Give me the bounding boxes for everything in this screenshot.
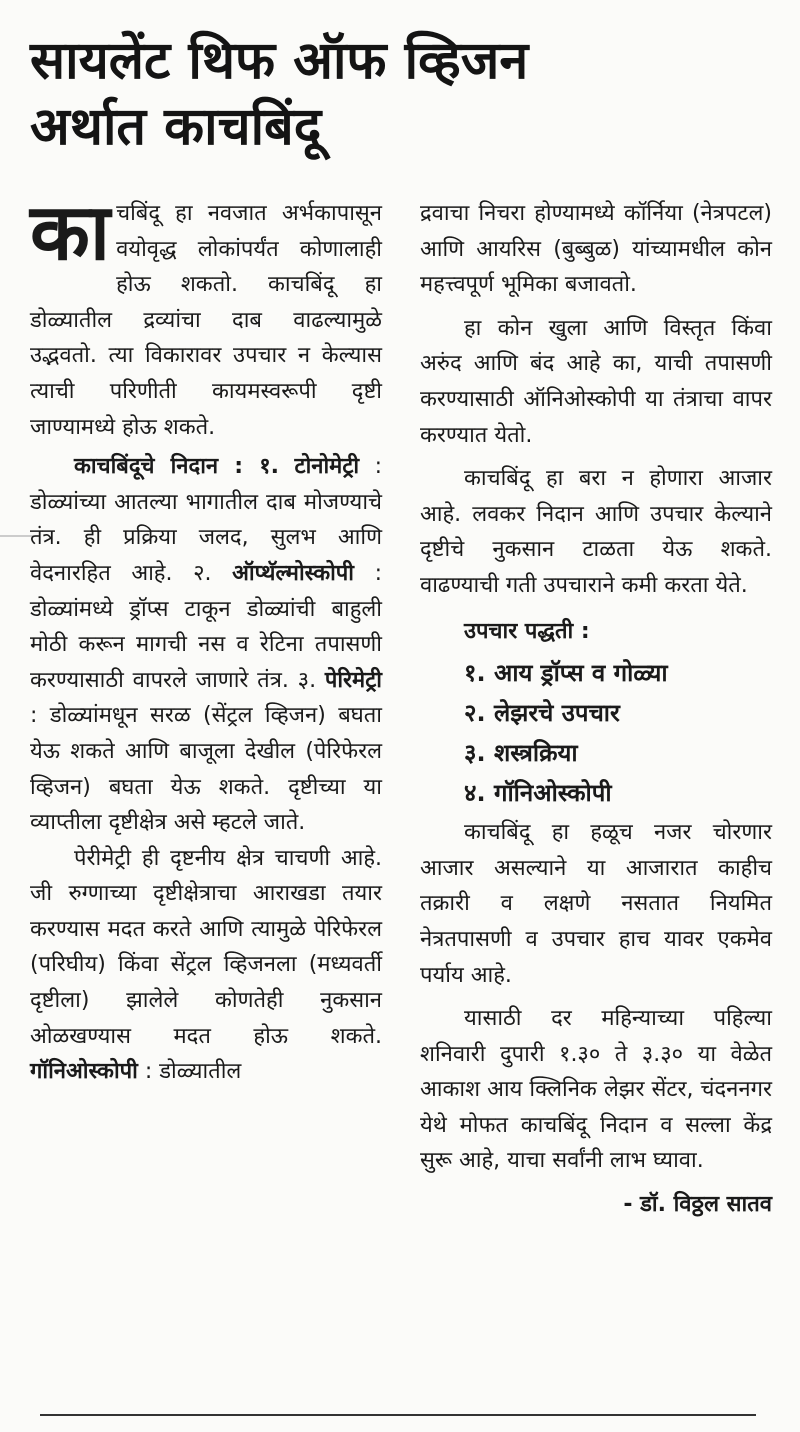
right-column	[420, 196, 772, 1223]
treatment-title: उपचार पद्धती :	[464, 618, 590, 644]
clinic-paragraph: यासाठी दर महिन्याच्या पहिल्या शनिवारी दुपारी १.३० ते ३.३० या वेळेत आकाश आय क्लिनिक लेझर सेंटर, चंदननगर येथे मोफत काचबिंदू निदान व सल्ला केंद्र सुरू आहे, याचा सर्वांनी लाभ घ्यावा.	[420, 1006, 772, 1174]
text-perimetry: : डोळ्यांमधून सरळ (सेंट्रल व्हिजन) बघता येऊ शकते आणि बाजूला देखील (पेरिफेरल व्हिजन) बघता येऊ शकते. दृष्टीच्या या व्याप्तीला दृष्टीक्षेत्र असे म्हटले जाते.	[30, 703, 382, 836]
treatment-item: ३. शस्त्रक्रिया	[464, 739, 578, 768]
perimetry-paragraph	[30, 841, 382, 1090]
symptoms-paragraph: काचबिंदू हा हळूच नजर चोरणार आजार असल्याने या आजारात काहीच तक्रारी व लक्षणे नसतात नियमित नेत्रतपासणी व उपचार हाच यावर एकमेव पर्याय आहे.	[420, 820, 772, 988]
headline-line-1: सायलेंट थिफ ऑफ व्हिजन	[30, 31, 529, 91]
intro-text: चबिंदू हा नवजात अर्भकापासून वयोवृद्ध लोकांपर्यंत कोणालाही होऊ शकतो. काचबिंदू हा डोळ्यातील द्रव्यांचा दाब वाढल्यामुळे उद्भवतो. त्या विकारावर उपचार न केल्यास त्याची परिणीती कायमस्वरूपी दृष्टी जाण्यामध्ये होऊ शकते.	[30, 201, 382, 440]
drop-cap: का	[30, 188, 111, 278]
text-tonometry: : डोळ्यांच्या आतल्या भागातील दाब मोजण्याचे तंत्र. ही प्रक्रिया जलद, सुलभ आणि वेदनारहित आहे. २.	[30, 454, 383, 586]
text-ophthalmoscopy: : डोळ्यांमध्ये ड्रॉप्स टाकून डोळ्यांची बाहुली मोठी करून मागची नस व रेटिना तपासणी करण्यासाठी वापरले जाणारे तंत्र. ३.	[30, 560, 382, 693]
author-byline: - डॉ. विठ्ठल सातव	[623, 1192, 772, 1218]
prognosis-paragraph: काचबिंदू हा बरा न होणारा आजार आहे. लवकर निदान आणि उपचार केल्याने दृष्टीचे नुकसान टाळता येऊ शकते. वाढण्याची गती उपचाराने कमी करता येते.	[420, 466, 772, 598]
bottom-divider	[40, 1414, 756, 1416]
intro-paragraph	[30, 188, 382, 445]
text-gonioscopy: : डोळ्यातील	[137, 1059, 242, 1085]
diagnosis-paragraph	[30, 449, 382, 841]
term-perimetry: पेरिमेट्री	[324, 667, 382, 693]
term-tonometry: टोनोमेट्री	[294, 454, 360, 480]
diagnosis-heading: काचबिंदूचे निदान	[74, 454, 219, 480]
treatment-item: १. आय ड्रॉप्स व गोळ्या	[464, 659, 668, 688]
headline-line-2: अर्थात काचबिंदू	[30, 97, 322, 157]
treatment-item: ४. गॉनिओस्कोपी	[464, 779, 612, 808]
term-gonioscopy: गॉनिओस्कोपी	[30, 1059, 138, 1085]
article-headline	[30, 28, 770, 160]
diagnosis-number: : १.	[218, 454, 279, 480]
angle-paragraph: हा कोन खुला आणि विस्तृत किंवा अरुंद आणि बंद आहे का, याची तपासणी करण्यासाठी ऑनिओस्कोपी या तंत्राचा वापर करण्यात येतो.	[420, 315, 772, 448]
treatment-section	[420, 614, 772, 814]
treatment-item: २. लेझरचे उपचार	[464, 699, 620, 728]
cornea-paragraph: द्रवाचा निचरा होण्यामध्ये कॉर्निया (नेत्रपटल) आणि आयरिस (बुब्बुळ) यांच्यामधील कोन महत्त्वपूर्ण भूमिका बजावतो.	[420, 201, 772, 298]
perimetry-text: पेरीमेट्री ही दृष्टनीय क्षेत्र चाचणी आहे. जी रुग्णाच्या दृष्टीक्षेत्राचा आराखडा तयार करण्यास मदत करते आणि त्यामुळे पेरिफेरल (परिघीय) किंवा सेंट्रल व्हिजनला (मध्यवर्ती दृष्टीला) झालेले कोणतेही नुकसान ओळखण्यास मदत होऊ शकते.	[30, 845, 382, 1049]
left-column	[30, 188, 383, 1090]
term-ophthalmoscopy: ऑप्थॅल्मोस्कोपी	[232, 560, 354, 586]
treatment-list	[420, 653, 772, 813]
